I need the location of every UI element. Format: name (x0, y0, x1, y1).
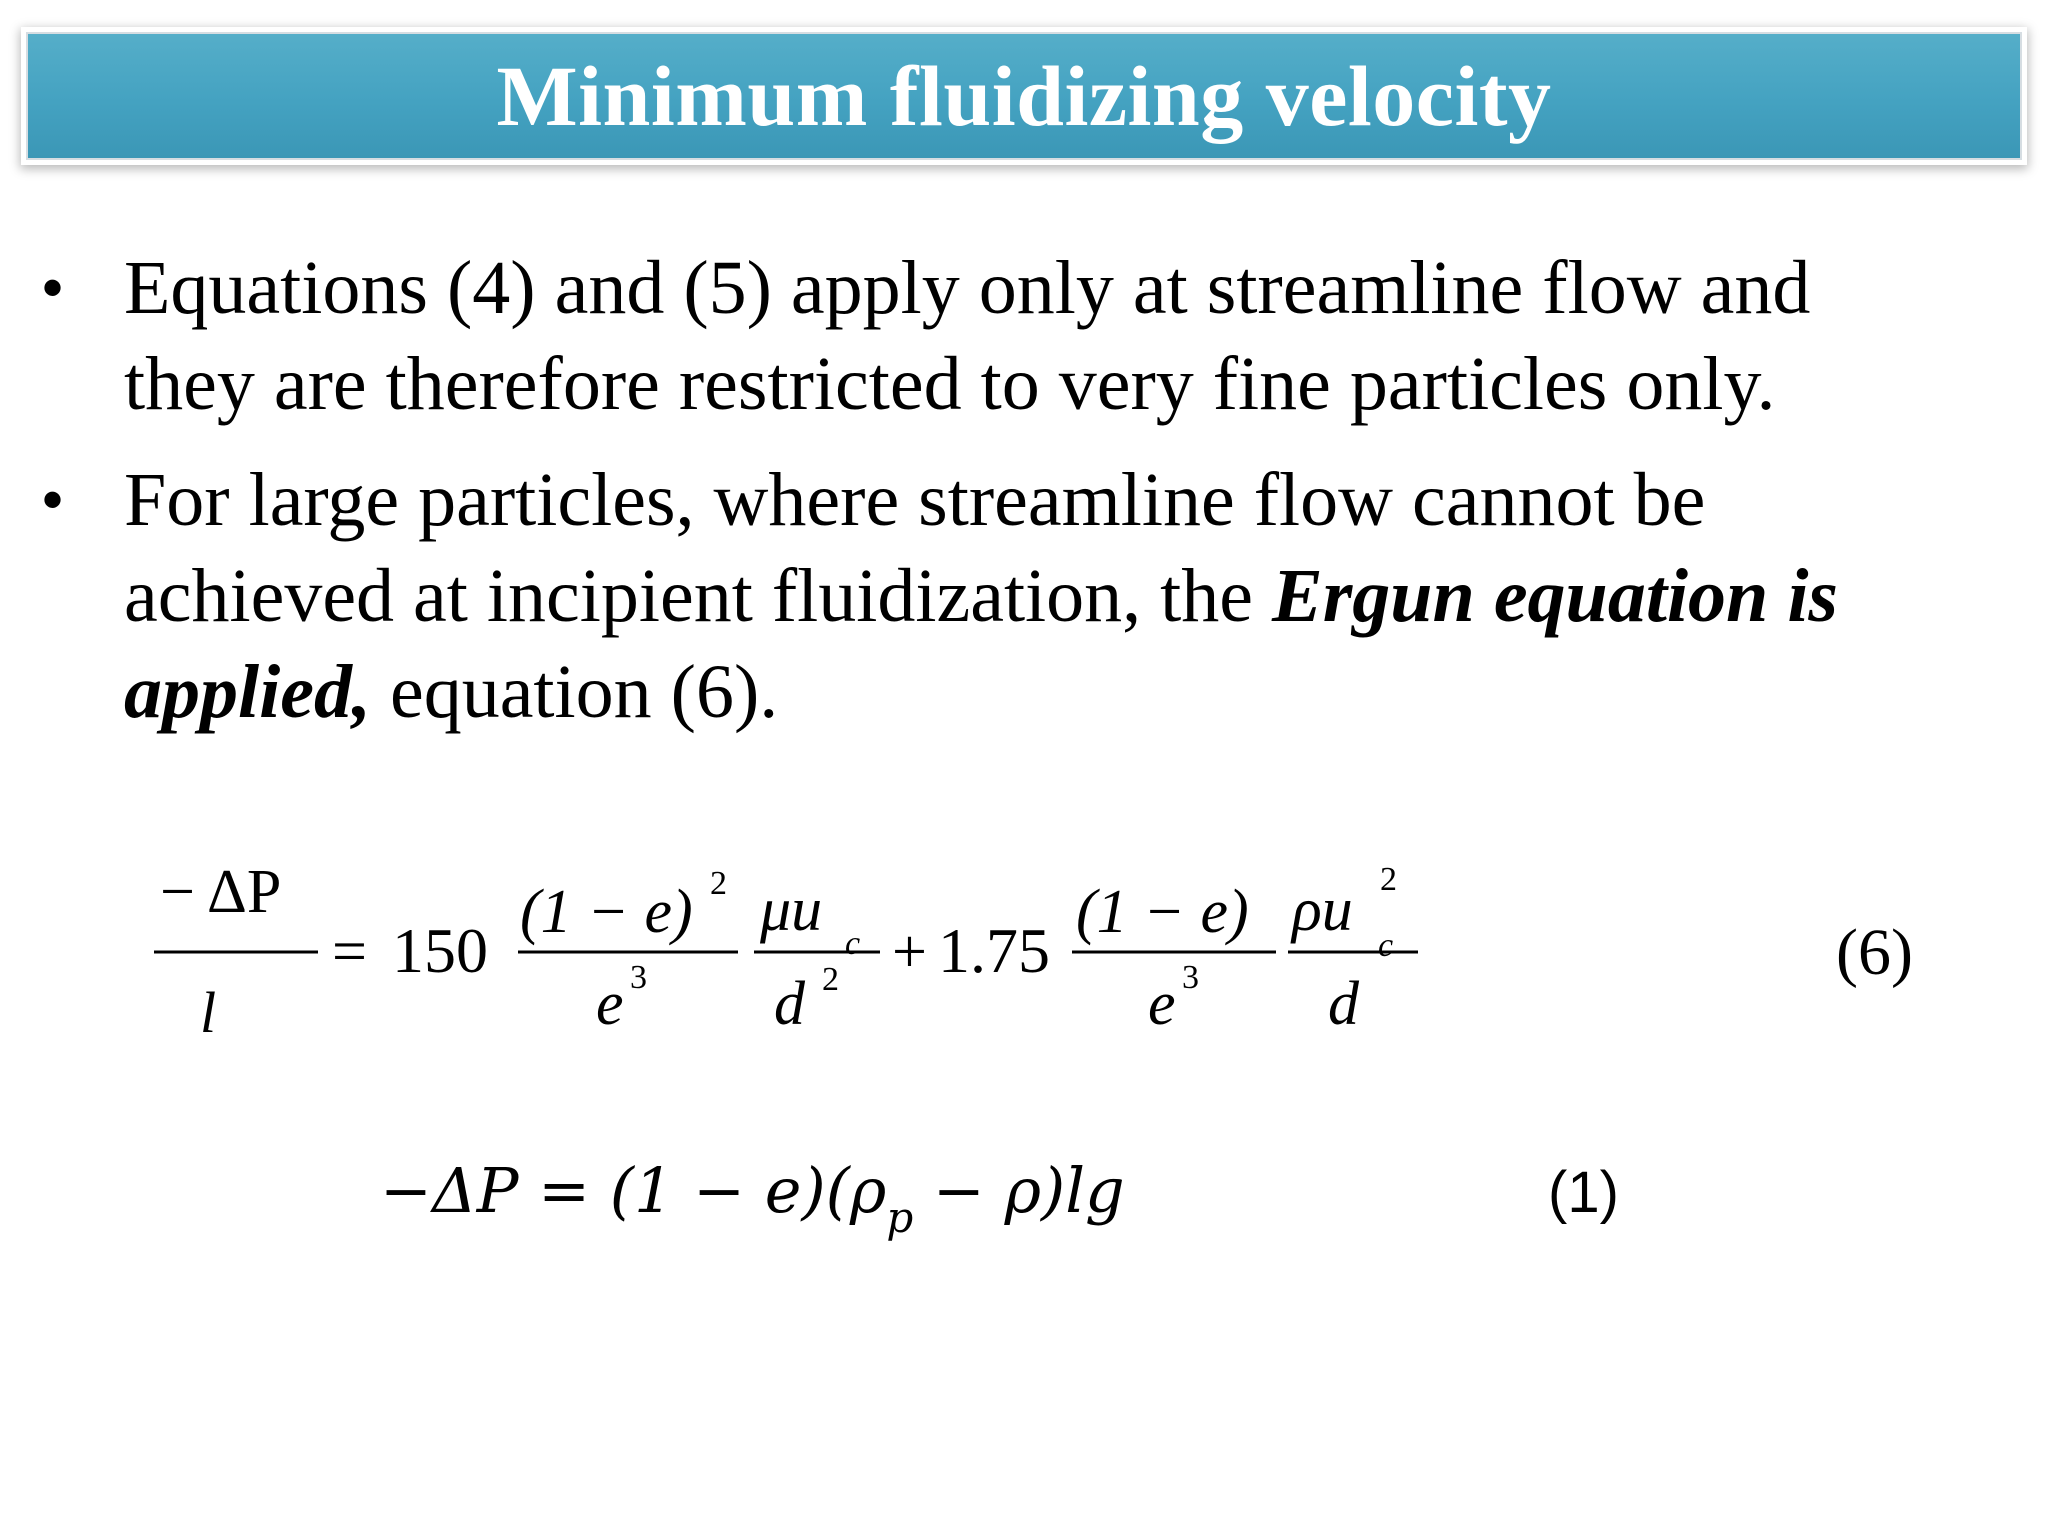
pressure-drop-equation (380, 1140, 1680, 1260)
term2-denominator: d (774, 970, 805, 1038)
term3-numerator: (1 − e) (1076, 878, 1249, 946)
equation-1-lhs: −ΔP = (1 − e)(ρ (380, 1154, 887, 1227)
term2-denominator-exp: 2 (822, 961, 839, 998)
svg-text:−ΔP = (1 − e)(ρp − ρ)lg (380, 1154, 1125, 1242)
bullet-item-1 (42, 240, 1954, 432)
bullet-text-1: Equations (4) and (5) apply only at streamline flow and they are therefore restricted to very fine particles only. (124, 246, 1811, 426)
bullet-dot-icon: • (42, 254, 64, 321)
term3-denominator: e (1148, 970, 1176, 1038)
equation-6-label: (6) (1836, 916, 1913, 989)
title-banner (26, 32, 2022, 160)
bullet-dot-icon: • (42, 466, 64, 533)
term1-numerator: (1 − e) (520, 878, 693, 946)
bullet-text-2-before: For large particles, where streamline flow cannot be achieved at incipient fluidization, the (124, 458, 1706, 638)
term4-numerator-sub: c (1378, 927, 1394, 964)
term4-numerator-exp: 2 (1380, 861, 1397, 898)
bullet-text-2-after: equation (6). (370, 650, 779, 734)
coefficient-150: 150 (392, 915, 488, 986)
term4-numerator: ρu (1292, 876, 1353, 944)
equation-1-label: (1) (1548, 1160, 1619, 1225)
bullet-item-2 (42, 452, 1954, 740)
term1-numerator-exp: 2 (710, 865, 727, 902)
plus-sign: + (892, 918, 927, 986)
lhs-denominator: l (200, 980, 217, 1045)
equals-sign: = (332, 918, 367, 986)
equation-1-subscript: p (886, 1193, 914, 1242)
term2-numerator-sub: c (845, 925, 861, 962)
term1-denominator: e (596, 970, 624, 1038)
coefficient-1-75: 1.75 (938, 915, 1050, 986)
term2-numerator: μu (760, 876, 823, 944)
equation-1-rhs: − ρ)lg (913, 1154, 1125, 1227)
lhs-numerator: − ΔP (160, 858, 282, 926)
term4-denominator: d (1328, 970, 1359, 1038)
bullet-text-2-emphasis: Ergun equation is applied, (124, 554, 1839, 734)
term3-denominator-exp: 3 (1182, 959, 1199, 996)
ergun-equation (140, 850, 1960, 1050)
slide-title: Minimum fluidizing velocity (496, 48, 1552, 144)
term1-denominator-exp: 3 (630, 959, 647, 996)
